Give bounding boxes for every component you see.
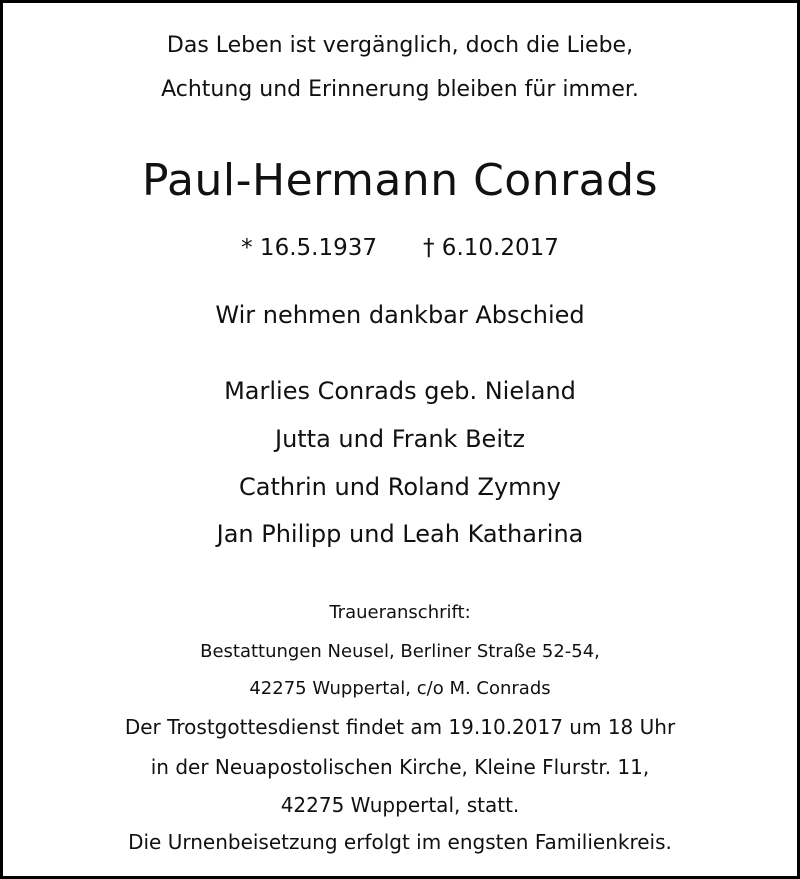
service-info-line: Der Trostgottesdienst findet am 19.10.2017 um 18 Uhr: [124, 715, 676, 739]
motto-line: Achtung und Erinnerung bleiben für immer.: [161, 77, 639, 102]
service-info-line: in der Neuapostolischen Kirche, Kleine Flurstr. 11,: [150, 755, 650, 779]
service-info-line: 42275 Wuppertal, statt.: [280, 793, 520, 817]
address-line: Bestattungen Neusel, Berliner Straße 52-54,: [200, 641, 600, 662]
mourner-name: Jutta und Frank Beitz: [274, 425, 525, 453]
life-dates: [3, 235, 797, 261]
birth-date: * 16.5.1937: [241, 235, 377, 261]
farewell-text: Wir nehmen dankbar Abschied: [215, 301, 585, 329]
address-line: 42275 Wuppertal, c/o M. Conrads: [249, 678, 551, 699]
motto-line: Das Leben ist vergänglich, doch die Liebe,: [166, 33, 634, 58]
mourner-name: Cathrin und Roland Zymny: [239, 473, 561, 501]
address-label: Traueranschrift:: [329, 602, 471, 623]
service-info-line: Die Urnenbeisetzung erfolgt im engsten Familienkreis.: [128, 830, 672, 854]
death-date: † 6.10.2017: [423, 235, 559, 261]
deceased-name: Paul-Hermann Conrads: [142, 155, 658, 206]
mourner-name: Marlies Conrads geb. Nieland: [224, 377, 576, 405]
mourner-name: Jan Philipp und Leah Katharina: [216, 520, 584, 548]
